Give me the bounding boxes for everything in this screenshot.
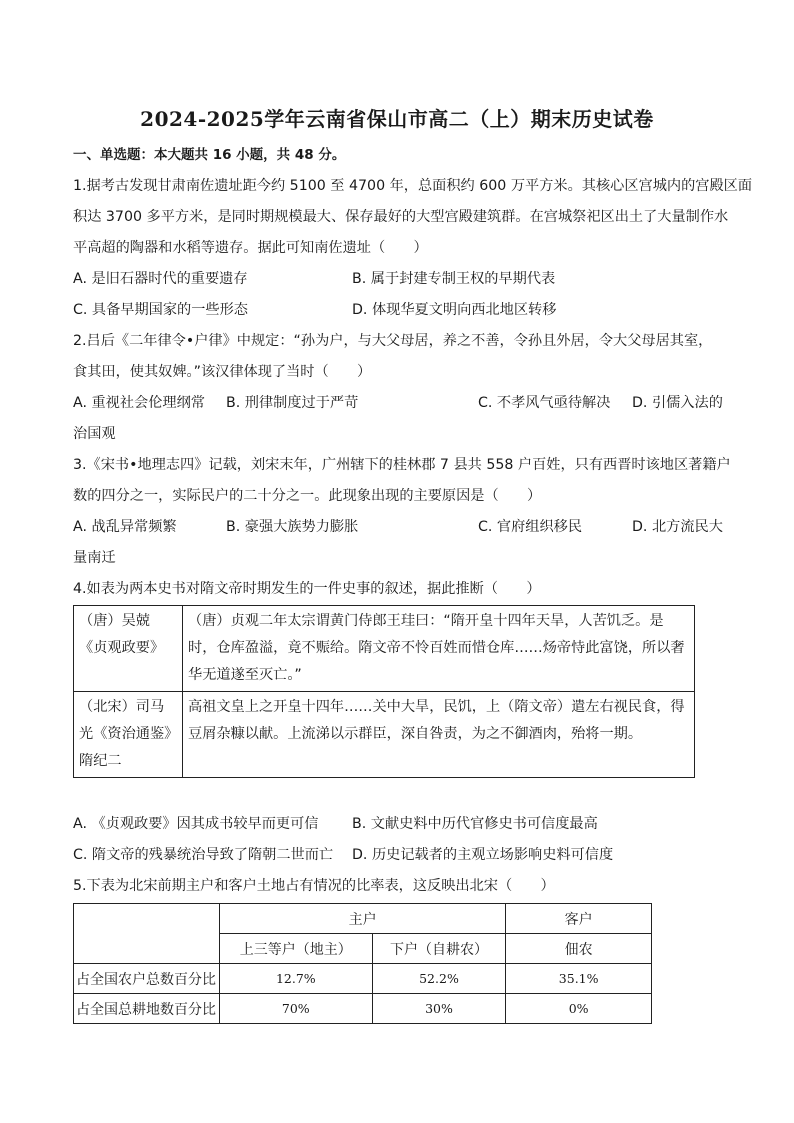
section-heading: 一、单选题：本大题共 16 小题，共 48 分。 (73, 147, 346, 163)
q2-option-a: A. 重视社会伦理纲常 (73, 395, 205, 411)
q3-line-2: 数的四分之一，实际民户的二十分之一。此现象出现的主要原因是（ ） (73, 488, 542, 504)
table-row (74, 606, 695, 692)
q3-line-1: 3.《宋书•地理志四》记载，刘宋末年，广州辖下的桂林郡 7 县共 558 户百姓，只有西晋时该地区著籍户 (73, 457, 731, 473)
table-row (74, 964, 652, 994)
q5-cell: 12.7% (219, 964, 372, 994)
page-title: 2024-2025学年云南省保山市高二（上）期末历史试卷 (140, 107, 654, 131)
q4-source-2: （北宋）司马光《资治通鉴》隋纪二 (74, 692, 183, 778)
q1-line-3: 平高超的陶器和水稻等遗存。据此可知南佐遗址（ ） (73, 240, 428, 256)
q1-option-d: D. 体现华夏文明向西北地区转移 (352, 302, 557, 318)
q4-text-1: （唐）贞观二年太宗谓黄门侍郎王珪曰：“隋开皇十四年天旱，人苦饥乏。是时，仓库盈溢，竟不赈给。隋文帝不怜百姓而惜仓库……炀帝恃此富饶，所以奢华无道遂至灭亡。” (183, 606, 695, 692)
q2-option-d: D. 引儒入法的 (632, 395, 723, 411)
q5-data-table (73, 903, 652, 1024)
q1-line-2: 积达 3700 多平方米，是同时期规模最大、保存最好的大型宫殿建筑群。在宫城祭祀区出土了大量制作水 (73, 209, 729, 225)
q5-header-guest: 客户 (506, 904, 652, 934)
q3-option-b: B. 豪强大族势力膨胀 (226, 519, 359, 535)
table-row (74, 692, 695, 778)
q2-option-d-continued: 治国观 (73, 426, 116, 442)
q4-stem: 4.如表为两本史书对隋文帝时期发生的一件史事的叙述，据此推断（ ） (73, 581, 541, 597)
q5-row-label-1: 占全国农户总数百分比 (74, 964, 220, 994)
q4-source-table (73, 605, 695, 778)
q5-cell: 35.1% (506, 964, 652, 994)
q4-text-2: 高祖文皇上之开皇十四年……关中大旱，民饥，上（隋文帝）遣左右视民食，得豆屑杂糠以献。上流涕以示群臣，深自咎责，为之不御酒肉，殆将一期。 (183, 692, 695, 778)
q5-row-label-2: 占全国总耕地数百分比 (74, 994, 220, 1024)
q5-subheader-3: 佃农 (506, 934, 652, 964)
q5-cell: 0% (506, 994, 652, 1024)
q5-cell: 30% (372, 994, 506, 1024)
q5-subheader-1: 上三等户（地主） (219, 934, 372, 964)
q4-option-c: C. 隋文帝的残暴统治导致了隋朝二世而亡 (73, 847, 334, 863)
q5-header-main: 主户 (219, 904, 505, 934)
q1-option-b: B. 属于封建专制王权的早期代表 (352, 271, 556, 287)
q4-option-d: D. 历史记载者的主观立场影响史料可信度 (352, 847, 614, 863)
q3-option-d: D. 北方流民大 (632, 519, 723, 535)
q5-subheader-2: 下户（自耕农） (372, 934, 506, 964)
q3-option-d-continued: 量南迁 (73, 550, 116, 566)
q5-stem: 5.下表为北宋前期主户和客户土地占有情况的比率表，这反映出北宋（ ） (73, 878, 555, 894)
q4-option-a: A. 《贞观政要》因其成书较早而更可信 (73, 816, 319, 832)
table-row (74, 904, 652, 934)
table-row (74, 994, 652, 1024)
q2-line-1: 2.吕后《二年律令•户律》中规定：“孙为户，与大父母居，养之不善，令孙且外居，令大父母居其室， (73, 333, 713, 349)
q3-option-a: A. 战乱异常频繁 (73, 519, 177, 535)
table-corner-cell (74, 904, 220, 964)
q2-option-b: B. 刑律制度过于严苛 (226, 395, 359, 411)
q3-option-c: C. 官府组织移民 (478, 519, 583, 535)
q1-line-1: 1.据考古发现甘肃南佐遗址距今约 5100 至 4700 年，总面积约 600 万平方米。其核心区宫城内的宫殿区面 (73, 178, 753, 194)
q5-cell: 70% (219, 994, 372, 1024)
q4-source-1: （唐）吴兢《贞观政要》 (74, 606, 183, 692)
q1-option-c: C. 具备早期国家的一些形态 (73, 302, 248, 318)
q2-option-c: C. 不孝风气亟待解决 (478, 395, 611, 411)
q4-option-b: B. 文献史料中历代官修史书可信度最高 (352, 816, 598, 832)
q5-cell: 52.2% (372, 964, 506, 994)
q2-line-2: 食其田，使其奴婢。”该汉律体现了当时（ ） (73, 364, 372, 380)
q1-option-a: A. 是旧石器时代的重要遗存 (73, 271, 248, 287)
